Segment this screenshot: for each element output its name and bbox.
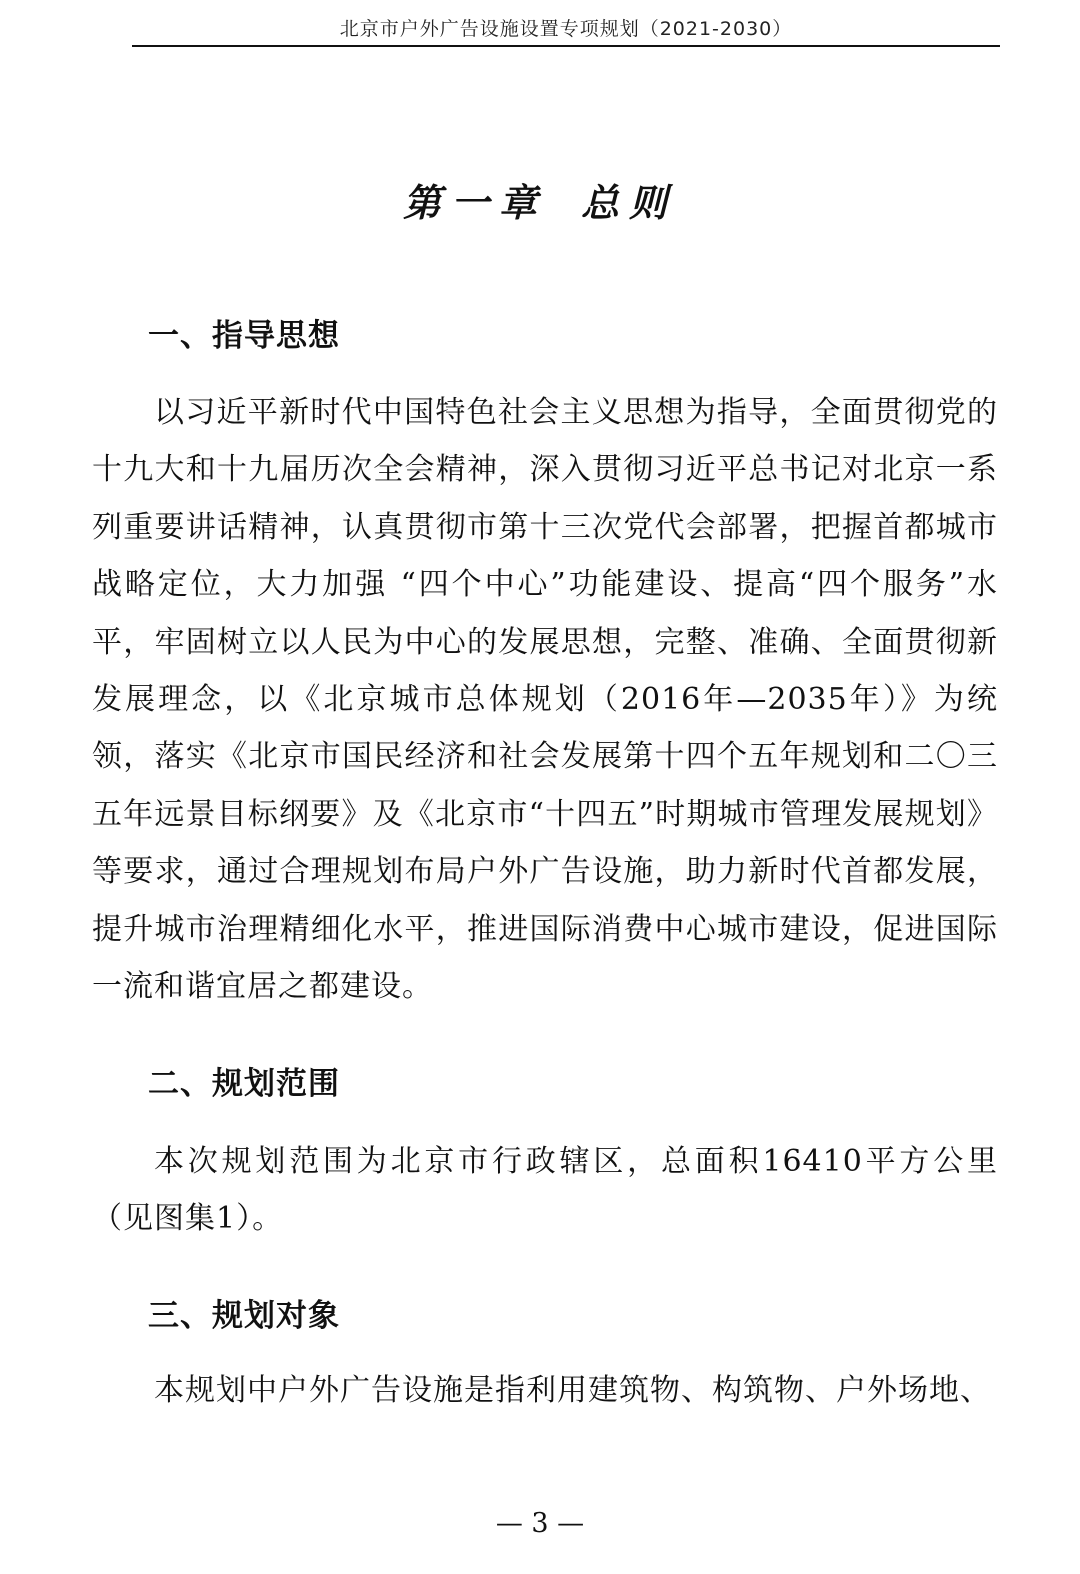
- section-heading-guiding-thought: 一、指导思想: [148, 318, 340, 354]
- section-heading-planning-scope: 二、规划范围: [148, 1066, 340, 1102]
- paragraph-guiding-thought: 以习近平新时代中国特色社会主义思想为指导，全面贯彻党的十九大和十九届历次全会精神，深入贯彻习近平总书记对北京一系列重要讲话精神，认真贯彻市第十三次党代会部署，把握首都城市战略定位，大力加强 “四个中心”功能建设、提高“四个服务”水平，牢固树立以人民为中心的发展思想，完整、准确、全面贯彻新发展理念，以《北京城市总体规划（2016年—2035年）》为统领，落实《北京市国民经济和社会发展第十四个五年规划和二〇三五年远景目标纲要》及《北京市“十四五”时期城市管理发展规划》等要求，通过合理规划布局户外广告设施，助力新时代首都发展，提升城市治理精细化水平，推进国际消费中心城市建设，促进国际一流和谐宜居之都建设。: [92, 395, 998, 1005]
- paragraph-planning-scope: 本次规划范围为北京市行政辖区，总面积16410平方公里（见图集1）。: [92, 1144, 998, 1237]
- section-heading-planning-object: 三、规划对象: [148, 1298, 340, 1334]
- paragraph-planning-object: 本规划中户外广告设施是指利用建筑物、构筑物、户外场地、: [154, 1373, 991, 1408]
- chapter-title: [0, 172, 1080, 227]
- running-header: 北京市户外广告设施设置专项规划（2021-2030）: [339, 18, 793, 40]
- chapter-name: 总则: [581, 180, 678, 225]
- chapter-label: 第一章: [402, 180, 547, 225]
- header-rule: [132, 45, 1000, 47]
- page-number: — 3 —: [495, 1508, 585, 1539]
